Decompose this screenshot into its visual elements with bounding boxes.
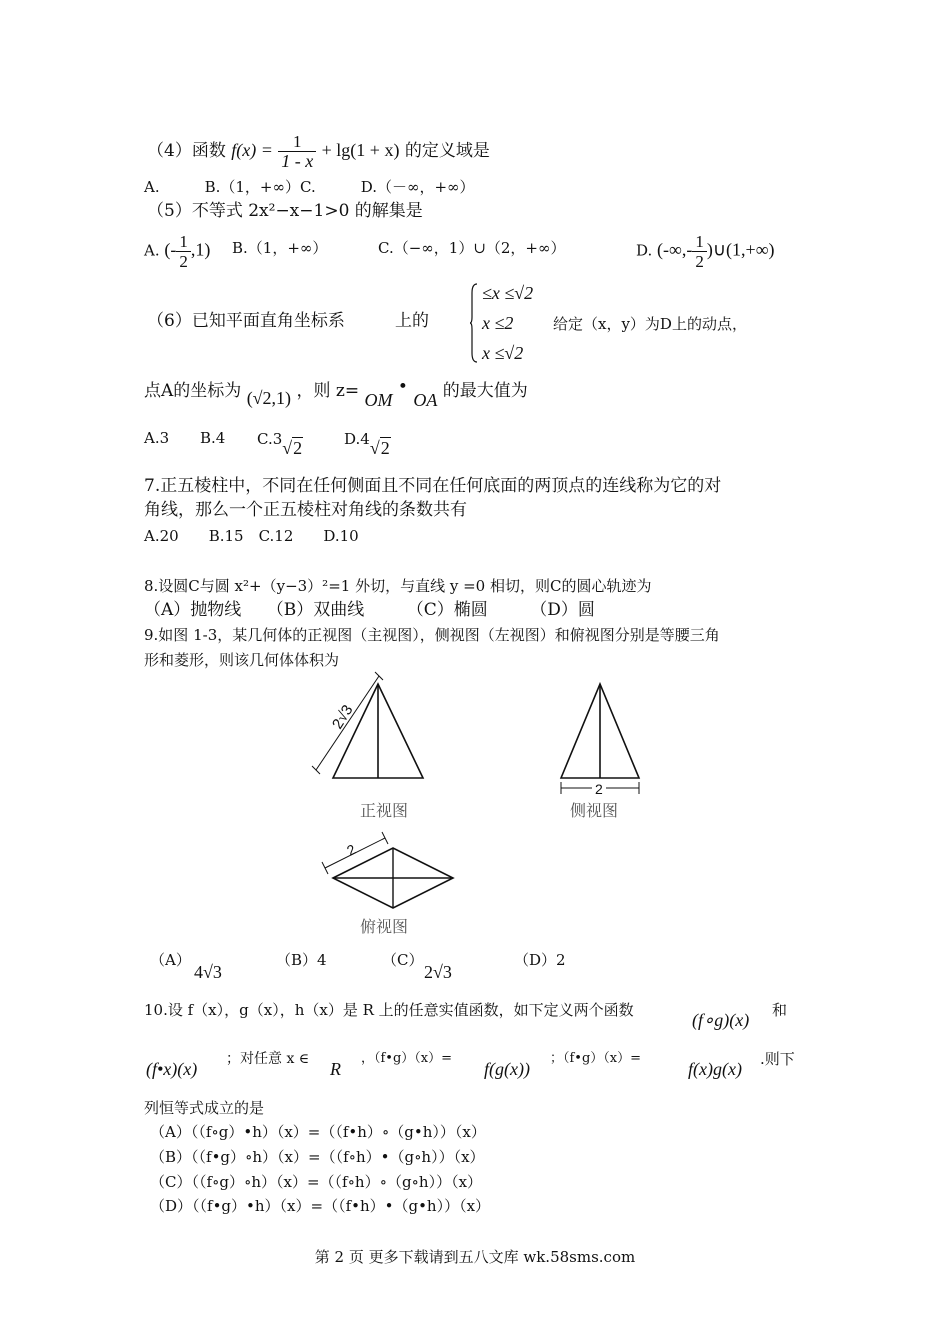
q4-line: （4）函数 f(x) = $\frac{1}{1 - x}$ + lg(1 + x) 的定义域是 — [147, 132, 490, 171]
q9-option-a-value: 4√3 — [194, 962, 222, 982]
front-length-label: 2√3 — [328, 701, 357, 733]
q6-tail: 给定（x，y）为D上的动点， — [553, 315, 747, 333]
side-width-label: 2 — [595, 781, 603, 797]
point-a: (√2,1) — [246, 388, 292, 408]
front-view-caption: 正视图 — [360, 803, 409, 820]
q7-line1: 7.正五棱柱中，不同在任何侧面且不同在任何底面的两顶点的连线称为它的对 — [144, 476, 722, 496]
q7-options: A.20 B.15 C.12 D.10 — [144, 527, 359, 545]
q10-line1: 10.设 f（x），g（x），h（x）是 R 上的任意实值函数，如下定义两个函数 — [144, 1001, 634, 1019]
q6-option-c: C.3√2 — [257, 430, 303, 458]
q10-option-c: （C）（（f∘g）∘h）（x）=（（f∘h）∘（g∘h））（x） — [150, 1173, 483, 1191]
q10-r: R — [330, 1059, 341, 1079]
q6-option-d: D.4√2 — [344, 430, 390, 458]
q9-option-c-value: 2√3 — [424, 962, 452, 982]
q4-options: A. B.（1，+∞）C. D.（－∞，+∞） — [144, 178, 475, 196]
q5-option-c: C.（−∞，1）∪（2，+∞） — [378, 239, 566, 257]
page-footer: 第 2 页 更多下载请到五八文库 wk.58sms.com — [314, 1248, 636, 1266]
q5-option-d: D. (-∞,- $\frac{1}{2}$ )∪(1,+∞) — [636, 232, 775, 271]
q9-option-a: （A） — [150, 951, 191, 969]
three-view-figure — [300, 670, 660, 940]
q9-line2: 形和菱形，则该几何体体积为 — [144, 651, 340, 669]
vector-om: OM — [364, 390, 393, 410]
q4-fx: f(x) = — [231, 140, 273, 160]
q6-system-row-3: x ≤√2 — [482, 343, 524, 363]
q10-fgx: f(g(x)) — [484, 1059, 530, 1079]
q10-option-d: （D）（（f•g）•h）（x）=（（f•h）•（g•h））（x） — [150, 1197, 491, 1215]
q6-system-row-2: x ≤2 — [482, 313, 514, 333]
side-view-caption: 侧视图 — [570, 803, 619, 820]
q10-line2-d: .则下 — [760, 1050, 795, 1068]
q6-system-row-1: ≤x ≤√2 — [482, 283, 534, 303]
q10-product: (f•x)(x) — [146, 1059, 198, 1079]
q10-option-a: （A）（（f∘g）•h）（x）=（（f•h）∘（g•h））（x） — [150, 1123, 486, 1141]
q5-stem: （5）不等式 2x²−x−1>0 的解集是 — [147, 201, 423, 221]
q5-options: A. (- $\frac{1}{2}$ ,1) — [144, 232, 211, 271]
side-view — [561, 684, 639, 820]
q9-line1: 9.如图 1-3，某几何体的正视图（主视图），侧视图（左视图）和俯视图分别是等腰三角 — [144, 626, 720, 644]
system-brace — [470, 283, 478, 363]
q6-mid: 上的 — [395, 311, 429, 331]
q4-lg: + lg(1 + x) — [321, 140, 400, 160]
q10-fxgx: f(x)g(x) — [688, 1059, 742, 1079]
q6-option-a: A.3 — [144, 429, 170, 447]
q7-line2: 角线，那么一个正五棱柱对角线的条数共有 — [144, 500, 467, 520]
q8-options: （A）抛物线 （B）双曲线 （C）椭圆 （D）圆 — [144, 600, 595, 620]
q10-option-b: （B）（（f•g）∘h）（x）=（（f∘h）•（g∘h））（x） — [150, 1148, 485, 1166]
q10-line2-a: ；对任意 x ∈ — [226, 1051, 310, 1067]
q10-line3: 列恒等式成立的是 — [144, 1099, 265, 1117]
q9-option-c: （C） — [382, 951, 424, 969]
q9-option-b: （B）4 — [276, 951, 327, 969]
q5-option-b: B.（1，+∞） — [232, 239, 328, 257]
q10-and: 和 — [772, 1001, 788, 1019]
vector-oa: OA — [413, 390, 438, 410]
top-view-caption: 俯视图 — [360, 919, 409, 936]
q8-stem: 8.设圆C与圆 x²+（y−3）²=1 外切，与直线 y =0 相切，则C的圆心轨迹为 — [144, 577, 652, 595]
q10-composition: (f∘g)(x) — [692, 1010, 750, 1030]
q6-line2: 点A的坐标为 (√2,1) ，则 z= OM • OA 的最大值为 — [144, 377, 528, 410]
top-view — [322, 832, 453, 936]
q6-prefix: （6）已知平面直角坐标系 — [147, 311, 345, 331]
q10-line2-c: ；（f•g）（x）= — [550, 1051, 642, 1066]
q9-option-d: （D）2 — [514, 951, 566, 969]
q4-fraction: $\frac{1}{1 - x}$ — [278, 132, 316, 171]
q6-option-b: B.4 — [200, 429, 226, 447]
q10-line2-b: ，（f•g）（x）= — [361, 1051, 453, 1066]
top-length-label: 2 — [344, 840, 359, 859]
front-view — [312, 672, 423, 820]
